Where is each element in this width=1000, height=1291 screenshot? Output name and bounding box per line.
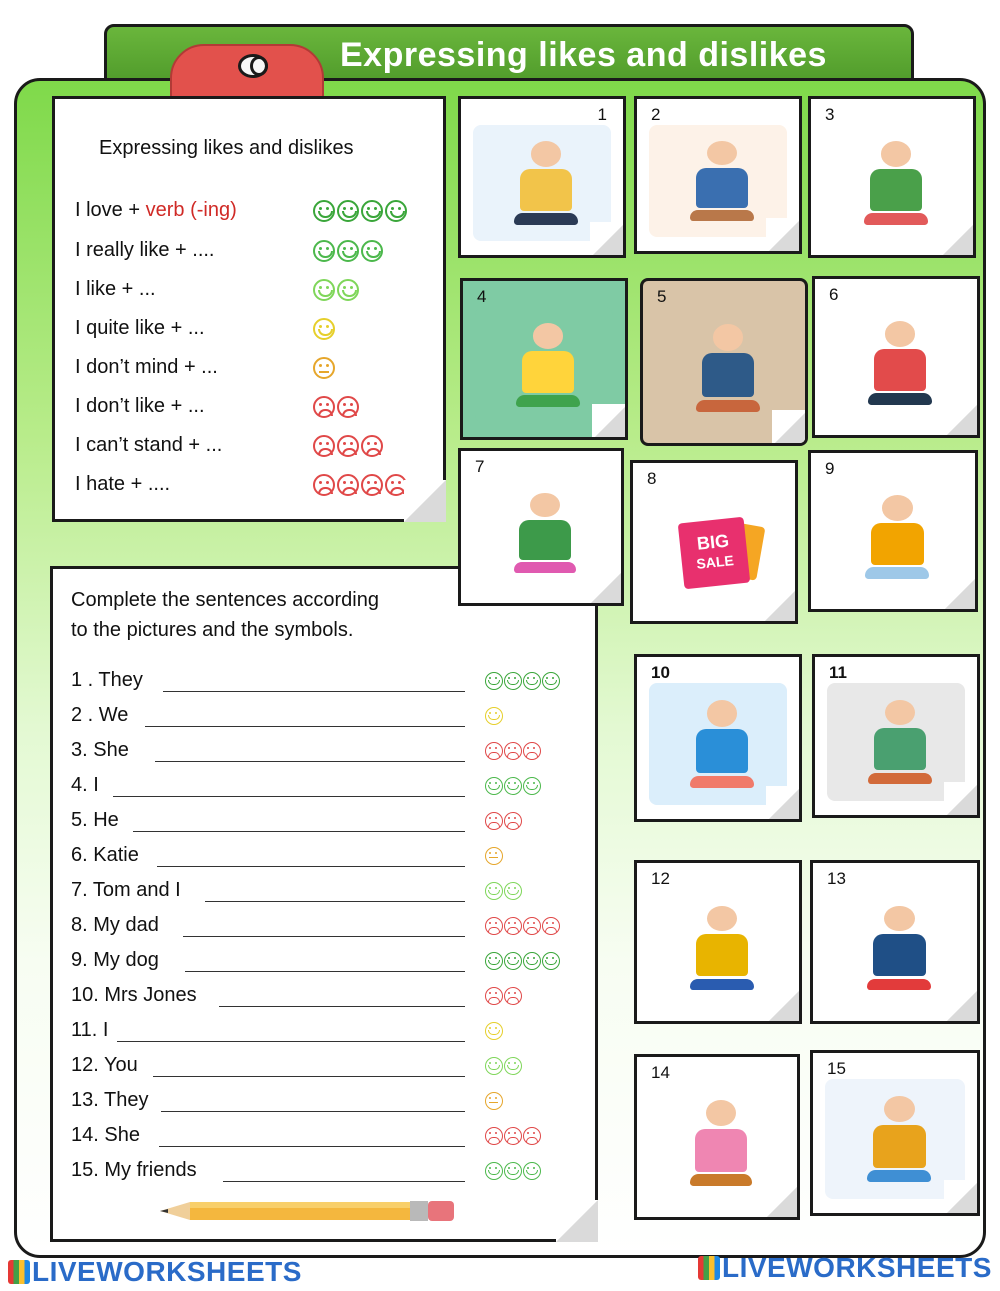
expression-row bbox=[75, 395, 205, 418]
happy-face-icon bbox=[504, 1162, 522, 1180]
symbol-faces bbox=[313, 357, 335, 379]
answer-blank[interactable] bbox=[219, 1006, 465, 1007]
figure-head bbox=[881, 141, 911, 167]
watermark-left bbox=[8, 1256, 302, 1288]
happy-face-icon bbox=[337, 240, 359, 262]
expression-row bbox=[75, 278, 156, 301]
answer-blank[interactable] bbox=[117, 1041, 465, 1042]
exercise-instruction bbox=[71, 585, 379, 645]
happy-face-icon bbox=[504, 882, 522, 900]
page-curl-icon bbox=[762, 588, 798, 624]
happy-face-icon bbox=[313, 279, 335, 301]
picture-number: 8 bbox=[647, 469, 657, 488]
picture-number: 1 bbox=[597, 105, 607, 124]
happy-face-icon bbox=[485, 777, 503, 795]
figure-body bbox=[873, 934, 926, 976]
picture-card-14 bbox=[634, 1054, 800, 1220]
page-curl-icon bbox=[592, 404, 628, 440]
figure-body bbox=[696, 168, 748, 208]
happy-face-icon bbox=[337, 200, 359, 222]
figure-body bbox=[520, 169, 572, 211]
figure-detail bbox=[690, 1174, 753, 1186]
page-curl-icon bbox=[766, 218, 802, 254]
answer-blank[interactable] bbox=[159, 1146, 465, 1147]
figure-detail bbox=[696, 400, 759, 412]
picture-number: 13 bbox=[827, 869, 846, 888]
picture-number: 2 bbox=[651, 105, 661, 124]
page-curl-icon bbox=[764, 1184, 800, 1220]
happy-face-icon bbox=[361, 240, 383, 262]
figure-detail bbox=[868, 393, 931, 405]
picture-number: 9 bbox=[825, 459, 835, 478]
expression-phrase: I like + ... bbox=[75, 278, 156, 300]
sentence-label: 2 . We bbox=[71, 704, 129, 726]
sad-face-icon bbox=[485, 987, 503, 1005]
picture-card-7 bbox=[458, 448, 624, 606]
happy-face-icon bbox=[485, 672, 503, 690]
sentence-label: 9. My dog bbox=[71, 949, 159, 971]
figure-head bbox=[885, 700, 915, 726]
expression-row bbox=[75, 199, 237, 222]
sentence-label: 13. They bbox=[71, 1089, 149, 1111]
instruction-line-2: to the pictures and the symbols. bbox=[71, 619, 354, 641]
sad-face-icon bbox=[542, 917, 560, 935]
sentence-label: 10. Mrs Jones bbox=[71, 984, 197, 1006]
happy-face-icon bbox=[504, 1057, 522, 1075]
sad-face-icon bbox=[361, 474, 383, 496]
symbol-faces bbox=[485, 917, 560, 935]
symbol-faces bbox=[313, 474, 407, 496]
picture-number: 12 bbox=[651, 869, 670, 888]
sentence-label: 15. My friends bbox=[71, 1159, 197, 1181]
clip-ring-inner-icon bbox=[250, 56, 268, 76]
picture-number: 14 bbox=[651, 1063, 670, 1082]
happy-face-icon bbox=[523, 672, 541, 690]
sad-face-icon bbox=[313, 435, 335, 457]
figure-body bbox=[702, 353, 754, 397]
big-sale-bag bbox=[678, 516, 751, 589]
happy-face-icon bbox=[313, 318, 335, 340]
symbol-faces bbox=[485, 1057, 522, 1075]
answer-blank[interactable] bbox=[145, 726, 465, 727]
sentence-label: 8. My dad bbox=[71, 914, 159, 936]
page-curl-icon bbox=[944, 1180, 980, 1216]
figure-body bbox=[874, 728, 926, 770]
expression-phrase: I love + bbox=[75, 199, 146, 221]
expression-row bbox=[75, 317, 205, 340]
expression-phrase: I don’t like + ... bbox=[75, 395, 205, 417]
symbol-faces bbox=[485, 847, 503, 865]
figure-head bbox=[533, 323, 563, 349]
picture-card-3 bbox=[808, 96, 976, 258]
happy-face-icon bbox=[485, 952, 503, 970]
expression-phrase: I can’t stand + ... bbox=[75, 434, 223, 456]
sad-face-icon bbox=[504, 742, 522, 760]
picture-card-11 bbox=[812, 654, 980, 818]
figure-detail bbox=[867, 979, 931, 991]
expression-phrase: I quite like + ... bbox=[75, 317, 205, 339]
page-curl-icon bbox=[944, 782, 980, 818]
sentence-label: 12. You bbox=[71, 1054, 138, 1076]
picture-card-5 bbox=[640, 278, 808, 446]
happy-face-icon bbox=[485, 882, 503, 900]
reference-heading: Expressing likes and dislikes bbox=[99, 137, 354, 159]
answer-blank[interactable] bbox=[205, 901, 465, 902]
figure-detail bbox=[865, 567, 929, 579]
happy-face-icon bbox=[523, 777, 541, 795]
reference-card bbox=[52, 96, 446, 522]
symbol-faces bbox=[485, 882, 522, 900]
figure-head bbox=[884, 1096, 915, 1122]
sad-face-icon bbox=[313, 474, 335, 496]
figure-detail bbox=[690, 979, 753, 991]
picture-number: 3 bbox=[825, 105, 835, 124]
sad-face-icon bbox=[523, 1127, 541, 1145]
figure-head bbox=[885, 321, 915, 347]
sad-face-icon bbox=[337, 396, 359, 418]
figure-head bbox=[707, 700, 737, 727]
picture-number: 10 bbox=[651, 663, 670, 682]
watermark-right bbox=[698, 1252, 992, 1284]
symbol-faces bbox=[313, 240, 383, 262]
answer-blank[interactable] bbox=[155, 761, 465, 762]
answer-blank[interactable] bbox=[113, 796, 465, 797]
big-sale-line-2: SALE bbox=[695, 551, 735, 572]
sentence-label: 1 . They bbox=[71, 669, 143, 691]
page-title: Expressing likes and dislikes bbox=[340, 36, 827, 74]
figure-head bbox=[882, 495, 913, 521]
sad-face-icon bbox=[523, 742, 541, 760]
sad-face-icon bbox=[504, 1127, 522, 1145]
happy-face-icon bbox=[313, 240, 335, 262]
sentence-label: 4. I bbox=[71, 774, 99, 796]
symbol-faces bbox=[313, 396, 359, 418]
figure-body bbox=[871, 523, 924, 565]
happy-face-icon bbox=[361, 200, 383, 222]
symbol-faces bbox=[485, 672, 560, 690]
happy-face-icon bbox=[385, 200, 407, 222]
figure-body bbox=[696, 934, 748, 976]
expression-phrase: I hate + .... bbox=[75, 473, 171, 495]
picture-card-6 bbox=[812, 276, 980, 438]
picture-card-13 bbox=[810, 860, 980, 1024]
figure-detail bbox=[867, 1170, 931, 1182]
happy-face-icon bbox=[337, 279, 359, 301]
picture-card-1 bbox=[458, 96, 626, 258]
symbol-faces bbox=[485, 1022, 503, 1040]
sad-face-icon bbox=[313, 396, 335, 418]
sad-face-icon bbox=[504, 917, 522, 935]
picture-card-9 bbox=[808, 450, 978, 612]
figure-detail bbox=[690, 776, 753, 788]
expression-row bbox=[75, 473, 170, 496]
answer-blank[interactable] bbox=[163, 691, 465, 692]
expression-row bbox=[75, 239, 215, 262]
page-curl-icon bbox=[940, 222, 976, 258]
figure-detail bbox=[514, 562, 577, 573]
symbol-faces bbox=[485, 812, 522, 830]
page-curl-icon bbox=[944, 988, 980, 1024]
happy-face-icon bbox=[504, 672, 522, 690]
sad-face-icon bbox=[337, 474, 359, 496]
figure-detail bbox=[690, 210, 753, 221]
neutral-face-icon bbox=[485, 847, 503, 865]
sad-face-icon bbox=[523, 917, 541, 935]
page-curl-icon bbox=[772, 410, 808, 446]
happy-face-icon bbox=[485, 1022, 503, 1040]
figure-body bbox=[874, 349, 926, 391]
page-curl-icon bbox=[588, 570, 624, 606]
figure-detail bbox=[864, 213, 927, 225]
liveworksheets-logo-icon bbox=[8, 1260, 30, 1284]
figure-detail bbox=[868, 773, 931, 785]
symbol-faces bbox=[313, 200, 407, 222]
figure-body bbox=[522, 351, 574, 393]
happy-face-icon bbox=[485, 707, 503, 725]
symbol-faces bbox=[313, 435, 383, 457]
answer-blank[interactable] bbox=[157, 866, 465, 867]
picture-card-2 bbox=[634, 96, 802, 254]
sentence-label: 14. She bbox=[71, 1124, 140, 1146]
symbol-faces bbox=[485, 1162, 541, 1180]
figure-body bbox=[519, 520, 571, 560]
happy-face-icon bbox=[542, 672, 560, 690]
figure-detail bbox=[514, 213, 577, 225]
figure-head bbox=[531, 141, 561, 167]
picture-card-4 bbox=[460, 278, 628, 440]
picture-number: 5 bbox=[657, 287, 667, 306]
symbol-faces bbox=[485, 777, 541, 795]
picture-number: 6 bbox=[829, 285, 839, 304]
symbol-faces bbox=[485, 742, 541, 760]
symbol-faces bbox=[485, 1092, 503, 1110]
answer-blank[interactable] bbox=[153, 1076, 465, 1077]
expression-phrase: I don’t mind + ... bbox=[75, 356, 218, 378]
figure-detail bbox=[516, 395, 579, 407]
sad-face-icon bbox=[485, 742, 503, 760]
sad-face-icon bbox=[485, 1127, 503, 1145]
symbol-faces bbox=[313, 318, 335, 340]
symbol-faces bbox=[485, 987, 522, 1005]
sad-face-icon bbox=[504, 812, 522, 830]
page-curl-icon bbox=[766, 988, 802, 1024]
symbol-faces bbox=[313, 279, 359, 301]
figure-head bbox=[530, 493, 560, 518]
neutral-face-icon bbox=[485, 1092, 503, 1110]
sentence-label: 3. She bbox=[71, 739, 129, 761]
sentence-label: 5. He bbox=[71, 809, 119, 831]
sentence-label: 11. I bbox=[71, 1019, 109, 1041]
figure-body bbox=[695, 1129, 747, 1172]
sad-face-icon bbox=[485, 812, 503, 830]
answer-blank[interactable] bbox=[183, 936, 465, 937]
symbol-faces bbox=[485, 1127, 541, 1145]
neutral-face-icon bbox=[313, 357, 335, 379]
verb-ing-label: verb (-ing) bbox=[145, 199, 237, 221]
page-curl-icon bbox=[590, 222, 626, 258]
instruction-line-1: Complete the sentences according bbox=[71, 589, 379, 611]
happy-face-icon bbox=[504, 952, 522, 970]
happy-face-icon bbox=[504, 777, 522, 795]
answer-blank[interactable] bbox=[161, 1111, 465, 1112]
exercise-card bbox=[50, 566, 598, 1242]
expression-phrase: I really like + .... bbox=[75, 239, 215, 261]
picture-card-8 bbox=[630, 460, 798, 624]
figure-head bbox=[713, 324, 743, 351]
happy-face-icon bbox=[485, 1057, 503, 1075]
picture-number: 7 bbox=[475, 457, 485, 476]
symbol-faces bbox=[485, 707, 503, 725]
figure-head bbox=[884, 906, 915, 932]
happy-face-icon bbox=[542, 952, 560, 970]
happy-face-icon bbox=[313, 200, 335, 222]
figure-body bbox=[873, 1125, 926, 1168]
expression-row bbox=[75, 356, 218, 379]
sad-face-icon bbox=[337, 435, 359, 457]
answer-blank[interactable] bbox=[185, 971, 465, 972]
sad-face-icon bbox=[504, 987, 522, 1005]
watermark-text: LIVEWORKSHEETS bbox=[32, 1256, 302, 1287]
page-curl-icon bbox=[766, 786, 802, 822]
liveworksheets-logo-icon bbox=[698, 1256, 720, 1280]
page-curl-icon bbox=[942, 576, 978, 612]
happy-face-icon bbox=[485, 1162, 503, 1180]
picture-card-10 bbox=[634, 654, 802, 822]
sad-face-icon bbox=[485, 917, 503, 935]
figure-body bbox=[696, 729, 748, 773]
big-sale-line-1: BIG bbox=[695, 530, 730, 554]
picture-number: 4 bbox=[477, 287, 487, 306]
happy-face-icon bbox=[523, 1162, 541, 1180]
sentence-label: 7. Tom and I bbox=[71, 879, 181, 901]
figure-head bbox=[707, 141, 737, 166]
picture-number: 15 bbox=[827, 1059, 846, 1078]
symbol-faces bbox=[485, 952, 560, 970]
figure-head bbox=[706, 1100, 736, 1126]
picture-card-15 bbox=[810, 1050, 980, 1216]
sad-face-icon bbox=[361, 435, 383, 457]
figure-body bbox=[870, 169, 922, 211]
figure-head bbox=[707, 906, 737, 932]
picture-number: 11 bbox=[829, 663, 847, 682]
page-curl-icon bbox=[404, 480, 446, 522]
pencil-icon bbox=[160, 1198, 456, 1224]
page-curl-icon bbox=[556, 1200, 598, 1242]
page-curl-icon bbox=[944, 402, 980, 438]
answer-blank[interactable] bbox=[223, 1181, 465, 1182]
expression-row bbox=[75, 434, 222, 457]
watermark-text: LIVEWORKSHEETS bbox=[722, 1252, 992, 1283]
picture-card-12 bbox=[634, 860, 802, 1024]
sentence-label: 6. Katie bbox=[71, 844, 139, 866]
happy-face-icon bbox=[523, 952, 541, 970]
answer-blank[interactable] bbox=[133, 831, 465, 832]
